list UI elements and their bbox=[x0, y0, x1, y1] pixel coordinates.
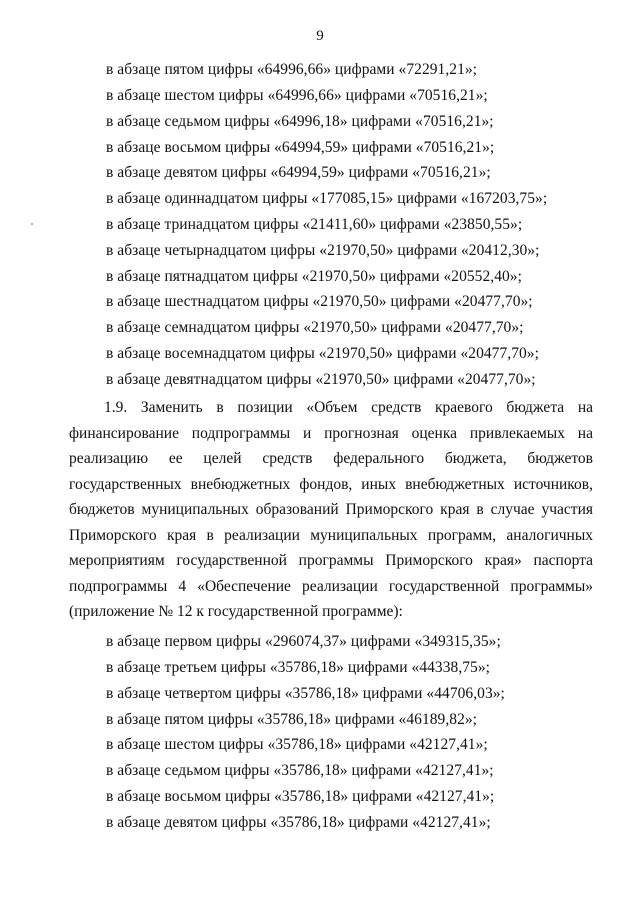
list-item: в абзаце девятнадцатом цифры «21970,50» цифрами «20477,70»; bbox=[106, 371, 536, 388]
list-item: в абзаце пятнадцатом цифры «21970,50» цифрами «20552,40»; bbox=[106, 268, 522, 285]
scan-speck bbox=[31, 223, 33, 225]
list-item: в абзаце седьмом цифры «64996,18» цифрами «70516,21»; bbox=[106, 113, 494, 130]
list-item: в абзаце седьмом цифры «35786,18» цифрами «42127,41»; bbox=[106, 762, 494, 779]
list-item: в абзаце девятом цифры «64994,59» цифрами «70516,21»; bbox=[106, 164, 491, 181]
list-item: в абзаце пятом цифры «35786,18» цифрами «46189,82»; bbox=[106, 711, 478, 728]
list-item: в абзаце шестом цифры «64996,66» цифрами «70516,21»; bbox=[106, 87, 488, 104]
list-item: в абзаце восемнадцатом цифры «21970,50» цифрами «20477,70»; bbox=[106, 345, 539, 362]
list-item: в абзаце четвертом цифры «35786,18» цифрами «44706,03»; bbox=[106, 685, 505, 702]
list-item: в абзаце семнадцатом цифры «21970,50» цифрами «20477,70»; bbox=[106, 319, 524, 336]
list-item: в абзаце шестом цифры «35786,18» цифрами «42127,41»; bbox=[106, 736, 488, 753]
section-paragraph: 1.9. Заменить в позиции «Объем средств краевого бюджета на финансирование подпрограммы и прогнозная оценка привлекаемых на реализацию ее целей средств федерального бюджета, бюджетов государственных внебюджетных фондов, иных внебюджетных источников, бюджетов муниципальных образований Приморского края в случае участия Приморского края в реализации муниципальных программ, аналогичных мероприятиям государственной программы Приморского края» паспорта подпрограммы 4 «Обеспечение реализации государственной программы» (приложение № 12 к государственной программе): bbox=[69, 399, 593, 620]
list-item: в абзаце девятом цифры «35786,18» цифрами «42127,41»; bbox=[106, 814, 491, 831]
list-item: в абзаце восьмом цифры «35786,18» цифрами «42127,41»; bbox=[106, 788, 495, 805]
list-item: в абзаце тринадцатом цифры «21411,60» цифрами «23850,55»; bbox=[106, 216, 523, 233]
list-item: в абзаце третьем цифры «35786,18» цифрами «44338,75»; bbox=[106, 659, 491, 676]
list-item: в абзаце восьмом цифры «64994,59» цифрами «70516,21»; bbox=[106, 139, 495, 156]
list-item: в абзаце шестнадцатом цифры «21970,50» цифрами «20477,70»; bbox=[106, 293, 533, 310]
list-item: в абзаце четырнадцатом цифры «21970,50» цифрами «20412,30»; bbox=[106, 242, 540, 259]
list-item: в абзаце одиннадцатом цифры «177085,15» цифрами «167203,75»; bbox=[106, 190, 548, 207]
list-item: в абзаце первом цифры «296074,37» цифрами «349315,35»; bbox=[106, 633, 501, 650]
page-number: 9 bbox=[316, 28, 324, 44]
list-item: в абзаце пятом цифры «64996,66» цифрами «72291,21»; bbox=[106, 61, 478, 78]
